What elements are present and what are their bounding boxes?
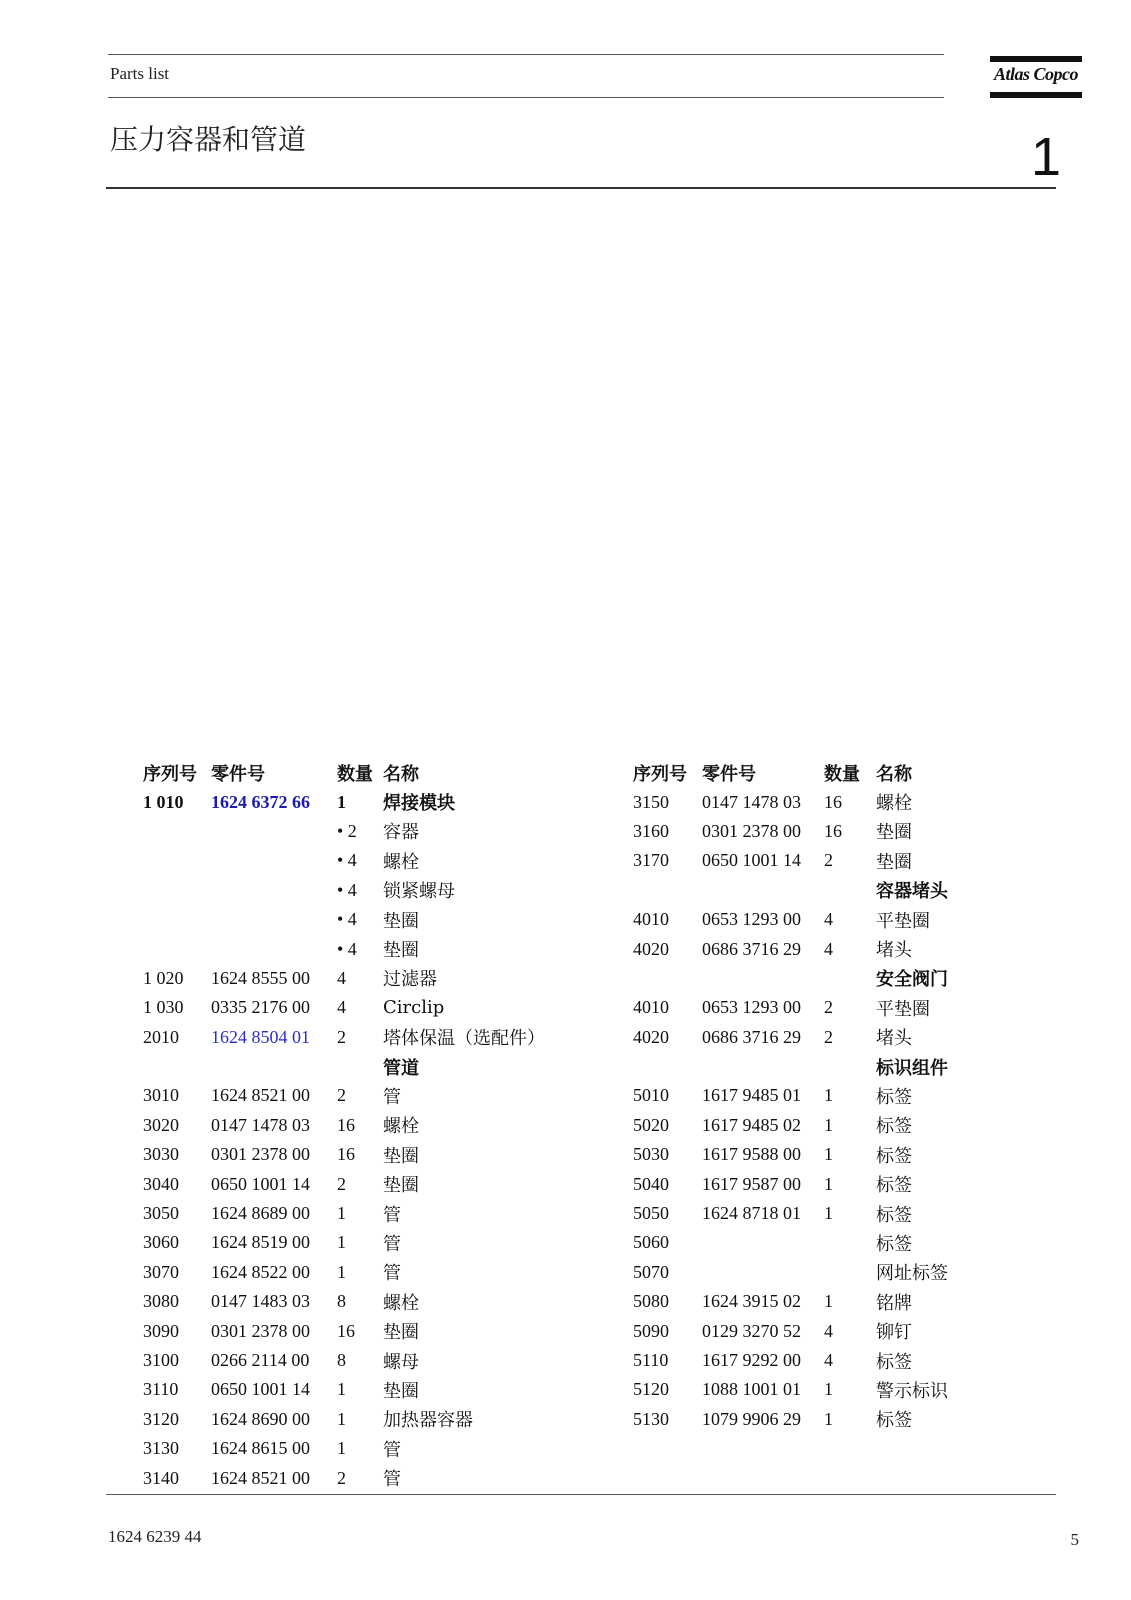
table-row xyxy=(143,787,583,816)
table-row xyxy=(143,1258,583,1287)
part-number-cell: 0129 3270 52 xyxy=(702,1320,801,1341)
name-cell: 管 xyxy=(383,1439,401,1461)
name-cell: 管 xyxy=(383,1233,401,1255)
seq-cell: 3020 xyxy=(143,1114,179,1135)
seq-cell: 5010 xyxy=(633,1085,669,1106)
name-cell: 堵头 xyxy=(876,1028,912,1050)
qty-cell: • 2 xyxy=(337,820,357,841)
qty-cell: • 4 xyxy=(337,909,357,930)
name-cell: 标签 xyxy=(876,1233,912,1255)
part-number-cell: 0653 1293 00 xyxy=(702,997,801,1018)
seq-cell: 5070 xyxy=(633,1261,669,1282)
part-number-cell xyxy=(702,1258,824,1287)
name-cell: 标签 xyxy=(876,1410,912,1432)
part-number-cell: 1624 8555 00 xyxy=(211,967,310,988)
seq-cell xyxy=(633,964,702,993)
table-row xyxy=(143,1081,583,1110)
name-cell: 堵头 xyxy=(876,940,912,962)
table-row xyxy=(143,993,583,1022)
seq-cell xyxy=(143,876,211,905)
table-row xyxy=(143,1169,583,1198)
name-cell: 加热器容器 xyxy=(383,1410,473,1432)
qty-cell: 1 xyxy=(337,1232,346,1253)
part-number-cell: 0301 2378 00 xyxy=(211,1320,310,1341)
table-row xyxy=(143,1228,583,1257)
name-cell: 管 xyxy=(383,1263,401,1285)
qty-cell: 1 xyxy=(824,1408,833,1429)
name-cell: 螺栓 xyxy=(383,1292,419,1314)
seq-cell: 3070 xyxy=(143,1261,179,1282)
header-name: 名称 xyxy=(876,763,912,785)
seq-cell: 5090 xyxy=(633,1320,669,1341)
seq-cell: 3060 xyxy=(143,1232,179,1253)
seq-cell: 3010 xyxy=(143,1085,179,1106)
parts-table-left xyxy=(143,758,583,1493)
header-bottom-rule xyxy=(108,97,944,98)
qty-cell: • 4 xyxy=(337,938,357,959)
seq-cell: 5080 xyxy=(633,1291,669,1312)
name-cell: 螺栓 xyxy=(383,1116,419,1138)
table-row xyxy=(143,1199,583,1228)
name-cell: 管道 xyxy=(383,1057,419,1079)
table-row xyxy=(633,787,986,816)
qty-cell: 4 xyxy=(824,1320,833,1341)
table-row xyxy=(633,1199,986,1228)
name-cell: 标签 xyxy=(876,1204,912,1226)
table-row xyxy=(633,1316,986,1345)
part-number-cell xyxy=(702,876,824,905)
part-number-cell: 0686 3716 29 xyxy=(702,938,801,959)
name-cell: 垫圈 xyxy=(383,940,419,962)
atlas-copco-logo xyxy=(990,56,1082,102)
name-cell: 螺栓 xyxy=(383,851,419,873)
seq-cell xyxy=(143,905,211,934)
name-cell: 标签 xyxy=(876,1175,912,1197)
qty-cell xyxy=(824,964,876,993)
part-number-cell: 1624 8689 00 xyxy=(211,1203,310,1224)
table-row xyxy=(633,817,986,846)
table-row xyxy=(143,1316,583,1345)
footer-rule xyxy=(106,1494,1056,1495)
seq-cell: 3130 xyxy=(143,1438,179,1459)
part-number-cell: 0301 2378 00 xyxy=(211,1144,310,1165)
parts-table-right xyxy=(633,758,986,1434)
seq-cell xyxy=(143,934,211,963)
qty-cell: 2 xyxy=(824,850,833,871)
name-cell: 标识组件 xyxy=(876,1057,948,1079)
seq-cell xyxy=(143,1052,211,1081)
seq-cell xyxy=(143,817,211,846)
logo-text: Atlas Copco xyxy=(993,64,1078,84)
header-top-rule xyxy=(108,54,944,55)
table-row xyxy=(633,1228,986,1257)
seq-cell: 2010 xyxy=(143,1026,179,1047)
group-heading-row xyxy=(633,1052,986,1081)
seq-cell: 5120 xyxy=(633,1379,669,1400)
qty-cell: 1 xyxy=(337,1408,346,1429)
footer-page-number: 5 xyxy=(1070,1530,1079,1549)
table-row xyxy=(143,964,583,993)
table-row xyxy=(143,1434,583,1463)
name-cell: 垫圈 xyxy=(383,910,419,932)
qty-cell xyxy=(824,1052,876,1081)
part-number-cell: 1624 8718 01 xyxy=(702,1203,801,1224)
header-part: 零件号 xyxy=(702,763,756,785)
name-cell: 垫圈 xyxy=(383,1380,419,1402)
qty-cell xyxy=(824,876,876,905)
header-seq: 序列号 xyxy=(143,763,197,785)
seq-cell: 4010 xyxy=(633,909,669,930)
group-heading-row xyxy=(633,964,986,993)
table-row xyxy=(633,934,986,963)
qty-cell: 1 xyxy=(337,1261,346,1282)
seq-cell: 3140 xyxy=(143,1467,179,1488)
part-number-cell xyxy=(211,846,337,875)
qty-cell: 4 xyxy=(337,997,346,1018)
part-number-cell: 1617 9292 00 xyxy=(702,1350,801,1370)
seq-cell: 1 010 xyxy=(143,791,184,812)
table-row xyxy=(633,1346,986,1375)
qty-cell: 16 xyxy=(337,1114,355,1135)
part-number-cell xyxy=(702,1052,824,1081)
seq-cell: 5130 xyxy=(633,1408,669,1429)
part-number-cell: 0650 1001 14 xyxy=(702,850,801,871)
part-number-cell: 1624 8615 00 xyxy=(211,1438,310,1459)
part-number-cell: 1617 9485 01 xyxy=(702,1085,801,1106)
name-cell: 铭牌 xyxy=(876,1292,912,1314)
name-cell: 垫圈 xyxy=(383,1322,419,1344)
seq-cell: 3150 xyxy=(633,791,669,812)
name-cell: 螺母 xyxy=(383,1351,419,1373)
name-cell: 标签 xyxy=(876,1145,912,1167)
part-number-cell xyxy=(702,964,824,993)
qty-cell: 16 xyxy=(337,1144,355,1165)
table-row xyxy=(633,1405,986,1434)
name-cell: 管 xyxy=(383,1086,401,1108)
table-row xyxy=(143,817,583,846)
seq-cell: 5030 xyxy=(633,1144,669,1165)
qty-cell: 1 xyxy=(337,1203,346,1224)
part-number-cell xyxy=(211,817,337,846)
seq-cell: 5110 xyxy=(633,1350,669,1370)
table-row xyxy=(633,905,986,934)
qty-cell: • 4 xyxy=(337,850,357,871)
table-header-row xyxy=(633,758,986,787)
group-heading-row xyxy=(143,1052,583,1081)
part-number-cell: 0686 3716 29 xyxy=(702,1026,801,1047)
name-cell: 警示标识 xyxy=(876,1380,948,1402)
name-cell: 标签 xyxy=(876,1351,912,1373)
qty-cell: 16 xyxy=(824,791,842,812)
name-cell: 标签 xyxy=(876,1086,912,1108)
header-seq: 序列号 xyxy=(633,763,687,785)
name-cell: 垫圈 xyxy=(383,1175,419,1197)
seq-cell: 4020 xyxy=(633,1026,669,1047)
seq-cell: 3110 xyxy=(143,1379,179,1400)
part-number-cell xyxy=(211,934,337,963)
qty-cell xyxy=(337,1052,383,1081)
header-qty: 数量 xyxy=(337,763,373,785)
name-cell: 焊接模块 xyxy=(383,793,455,815)
qty-cell: 1 xyxy=(824,1379,833,1400)
table-row xyxy=(143,1287,583,1316)
part-number-cell: 0335 2176 00 xyxy=(211,997,310,1018)
part-number-cell xyxy=(211,905,337,934)
footer-doc-number: 1624 6239 44 xyxy=(108,1527,202,1546)
table-row xyxy=(633,1287,986,1316)
part-number-cell: 0650 1001 14 xyxy=(211,1173,310,1194)
seq-cell: 4010 xyxy=(633,997,669,1018)
name-cell: 网址标签 xyxy=(876,1263,948,1285)
name-cell: 过滤器 xyxy=(383,969,437,991)
qty-cell: 4 xyxy=(824,909,833,930)
seq-cell: 3030 xyxy=(143,1144,179,1165)
part-number-cell: 1624 3915 02 xyxy=(702,1291,801,1312)
seq-cell: 5040 xyxy=(633,1173,669,1194)
qty-cell: 1 xyxy=(824,1291,833,1312)
qty-cell xyxy=(824,1228,876,1257)
part-number-cell: 1088 1001 01 xyxy=(702,1379,801,1400)
qty-cell: 2 xyxy=(337,1173,346,1194)
name-cell: 垫圈 xyxy=(383,1145,419,1167)
name-cell: 塔体保温（选配件） xyxy=(383,1028,545,1050)
part-number-cell[interactable]: 1624 8504 01 xyxy=(211,1026,310,1047)
qty-cell: 1 xyxy=(337,791,346,812)
name-cell: Circlip xyxy=(383,997,445,1019)
table-row xyxy=(143,1463,583,1492)
name-cell: 容器堵头 xyxy=(876,881,948,903)
table-row xyxy=(143,846,583,875)
qty-cell: 1 xyxy=(824,1114,833,1135)
table-row xyxy=(143,934,583,963)
qty-cell: 4 xyxy=(337,967,346,988)
part-number-cell: 1624 8521 00 xyxy=(211,1467,310,1488)
chapter-number: 1 xyxy=(1030,127,1061,187)
name-cell: 平垫圈 xyxy=(876,998,930,1020)
name-cell: 平垫圈 xyxy=(876,910,930,932)
qty-cell: 2 xyxy=(337,1467,346,1488)
part-number-cell: 0301 2378 00 xyxy=(702,820,801,841)
part-number-cell xyxy=(211,876,337,905)
qty-cell: 2 xyxy=(824,1026,833,1047)
qty-cell: 4 xyxy=(824,1350,833,1370)
table-row xyxy=(633,1258,986,1287)
part-number-cell: 0266 2114 00 xyxy=(211,1350,310,1370)
table-row xyxy=(633,1375,986,1404)
qty-cell: 1 xyxy=(824,1085,833,1106)
seq-cell: 3080 xyxy=(143,1291,179,1312)
table-row xyxy=(633,993,986,1022)
table-row xyxy=(633,1081,986,1110)
seq-cell xyxy=(633,1052,702,1081)
seq-cell xyxy=(633,876,702,905)
seq-cell: 4020 xyxy=(633,938,669,959)
seq-cell: 5050 xyxy=(633,1203,669,1224)
table-row xyxy=(143,1140,583,1169)
header-name: 名称 xyxy=(383,763,419,785)
group-heading-row xyxy=(633,876,986,905)
qty-cell: 1 xyxy=(824,1144,833,1165)
table-row xyxy=(143,876,583,905)
part-number-cell: 1617 9485 02 xyxy=(702,1114,801,1135)
seq-cell: 5020 xyxy=(633,1114,669,1135)
seq-cell xyxy=(143,846,211,875)
part-number-cell: 1624 8521 00 xyxy=(211,1085,310,1106)
qty-cell: 16 xyxy=(824,820,842,841)
name-cell: 垫圈 xyxy=(876,851,912,873)
qty-cell: 1 xyxy=(337,1379,346,1400)
part-number-cell: 0650 1001 14 xyxy=(211,1379,310,1400)
part-number-cell xyxy=(211,1052,337,1081)
name-cell: 管 xyxy=(383,1469,401,1491)
seq-cell: 3100 xyxy=(143,1350,179,1370)
part-number-cell: 1624 8519 00 xyxy=(211,1232,310,1253)
name-cell: 铆钉 xyxy=(876,1322,912,1344)
qty-cell: 2 xyxy=(337,1085,346,1106)
table-row xyxy=(633,1140,986,1169)
seq-cell: 3120 xyxy=(143,1408,179,1429)
header-part: 零件号 xyxy=(211,763,265,785)
qty-cell: 8 xyxy=(337,1291,346,1312)
qty-cell: 1 xyxy=(824,1173,833,1194)
part-number-cell xyxy=(702,1228,824,1257)
qty-cell: • 4 xyxy=(337,879,357,900)
part-number-cell[interactable]: 1624 6372 66 xyxy=(211,791,310,812)
table-row xyxy=(143,1023,583,1052)
part-number-cell: 0147 1483 03 xyxy=(211,1291,310,1312)
table-row xyxy=(143,905,583,934)
part-number-cell: 0653 1293 00 xyxy=(702,909,801,930)
qty-cell: 1 xyxy=(337,1438,346,1459)
header-qty: 数量 xyxy=(824,763,860,785)
part-number-cell: 1617 9587 00 xyxy=(702,1173,801,1194)
name-cell: 锁紧螺母 xyxy=(383,881,455,903)
seq-cell: 3050 xyxy=(143,1203,179,1224)
part-number-cell: 1079 9906 29 xyxy=(702,1408,801,1429)
table-row xyxy=(143,1111,583,1140)
qty-cell xyxy=(824,1258,876,1287)
table-row xyxy=(143,1405,583,1434)
part-number-cell: 1617 9588 00 xyxy=(702,1144,801,1165)
part-number-cell: 1624 8522 00 xyxy=(211,1261,310,1282)
table-row xyxy=(633,1023,986,1052)
table-header-row xyxy=(143,758,583,787)
seq-cell: 3160 xyxy=(633,820,669,841)
table-row xyxy=(633,846,986,875)
seq-cell: 3040 xyxy=(143,1173,179,1194)
qty-cell: 16 xyxy=(337,1320,355,1341)
name-cell: 安全阀门 xyxy=(876,969,948,991)
part-number-cell: 1624 8690 00 xyxy=(211,1408,310,1429)
qty-cell: 2 xyxy=(337,1026,346,1047)
qty-cell: 2 xyxy=(824,997,833,1018)
header-label: Parts list xyxy=(110,64,170,83)
table-row xyxy=(633,1169,986,1198)
seq-cell: 1 030 xyxy=(143,997,184,1018)
seq-cell: 3090 xyxy=(143,1320,179,1341)
seq-cell: 5060 xyxy=(633,1232,669,1253)
table-row xyxy=(143,1375,583,1404)
name-cell: 管 xyxy=(383,1204,401,1226)
section-rule xyxy=(106,187,1056,189)
name-cell: 垫圈 xyxy=(876,822,912,844)
qty-cell: 1 xyxy=(824,1203,833,1224)
table-row xyxy=(633,1111,986,1140)
section-title: 压力容器和管道 xyxy=(110,123,307,156)
name-cell: 容器 xyxy=(383,822,419,844)
seq-cell: 1 020 xyxy=(143,967,184,988)
seq-cell: 3170 xyxy=(633,850,669,871)
table-row xyxy=(143,1346,583,1375)
name-cell: 标签 xyxy=(876,1116,912,1138)
qty-cell: 8 xyxy=(337,1350,346,1370)
part-number-cell: 0147 1478 03 xyxy=(211,1114,310,1135)
name-cell: 螺栓 xyxy=(876,793,912,815)
part-number-cell: 0147 1478 03 xyxy=(702,791,801,812)
qty-cell: 4 xyxy=(824,938,833,959)
